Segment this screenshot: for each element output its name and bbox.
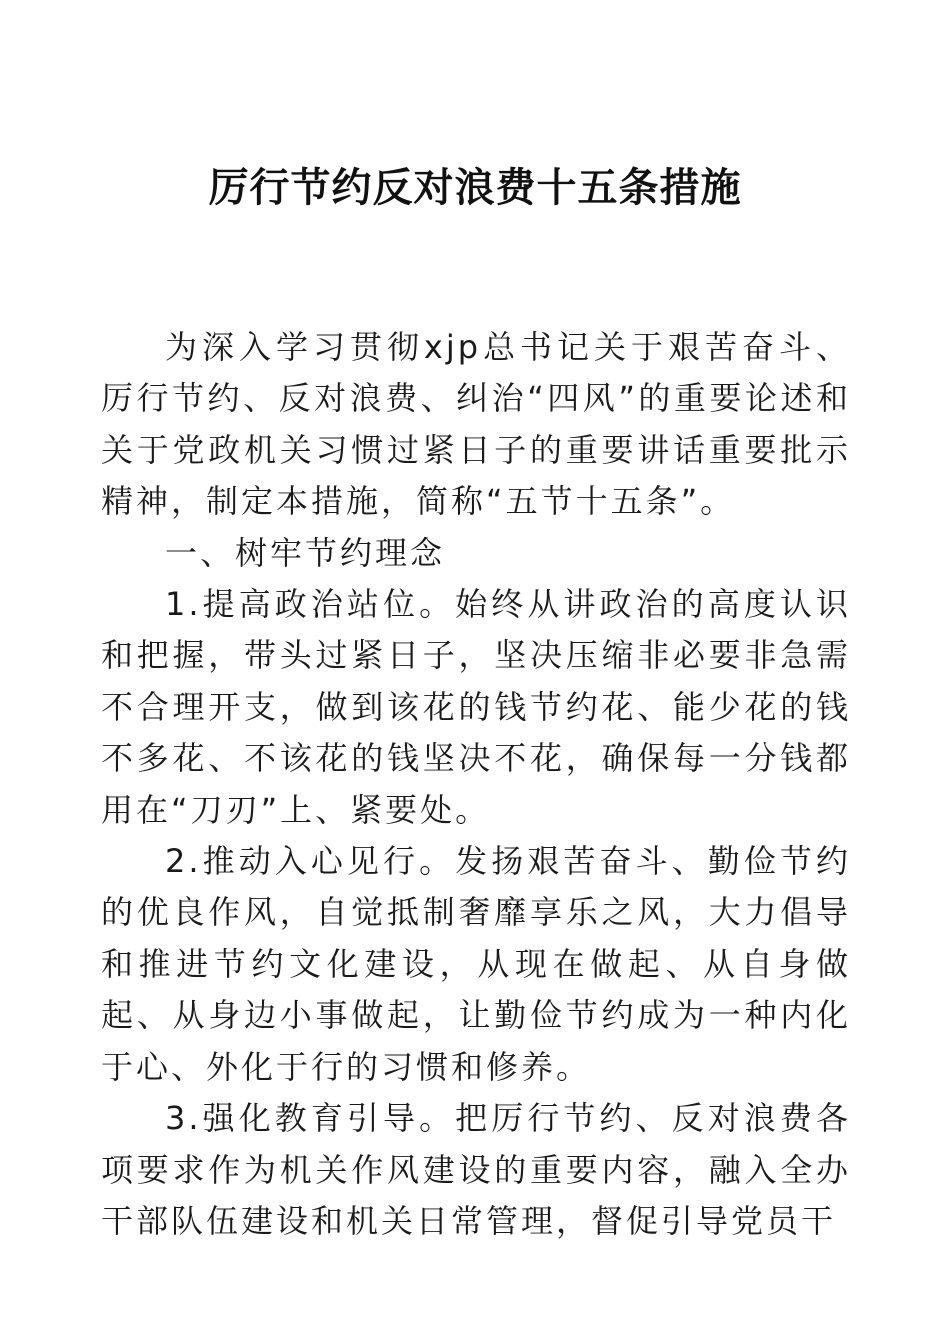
section-heading-1: 一、树牢节约理念 [165, 533, 446, 572]
document-title: 厉行节约反对浪费十五条措施 [208, 164, 742, 211]
paragraph-intro: 为深入学习贯彻xjp总书记关于艰苦奋斗、厉行节约、反对浪费、纠治“四风”的重要论述和关于党政机关习惯过紧日子的重要讲话重要批示精神，制定本措施，简称“五节十五条”。 [101, 328, 851, 521]
paragraph-item-3: 3.强化教育引导。把厉行节约、反对浪费各项要求作为机关作风建设的重要内容，融入全办干部队伍建设和机关日常管理，督促引导党员干 [101, 1099, 851, 1240]
paragraph-item-1: 1.提高政治站位。始终从讲政治的高度认识和把握，带头过紧日子，坚决压缩非必要非急需不合理开支，做到该花的钱节约花、能少花的钱不多花、不该花的钱坚决不花，确保每一分钱都用在“刀刃”上、紧要处。 [101, 585, 851, 829]
document-body [101, 322, 851, 1247]
paragraph-item-2: 2.推动入心见行。发扬艰苦奋斗、勤俭节约的优良作风，自觉抵制奢靡享乐之风，大力倡导和推进节约文化建设，从现在做起、从自身做起、从身边小事做起，让勤俭节约成为一种内化于心、外化于行的习惯和修养。 [101, 842, 851, 1086]
